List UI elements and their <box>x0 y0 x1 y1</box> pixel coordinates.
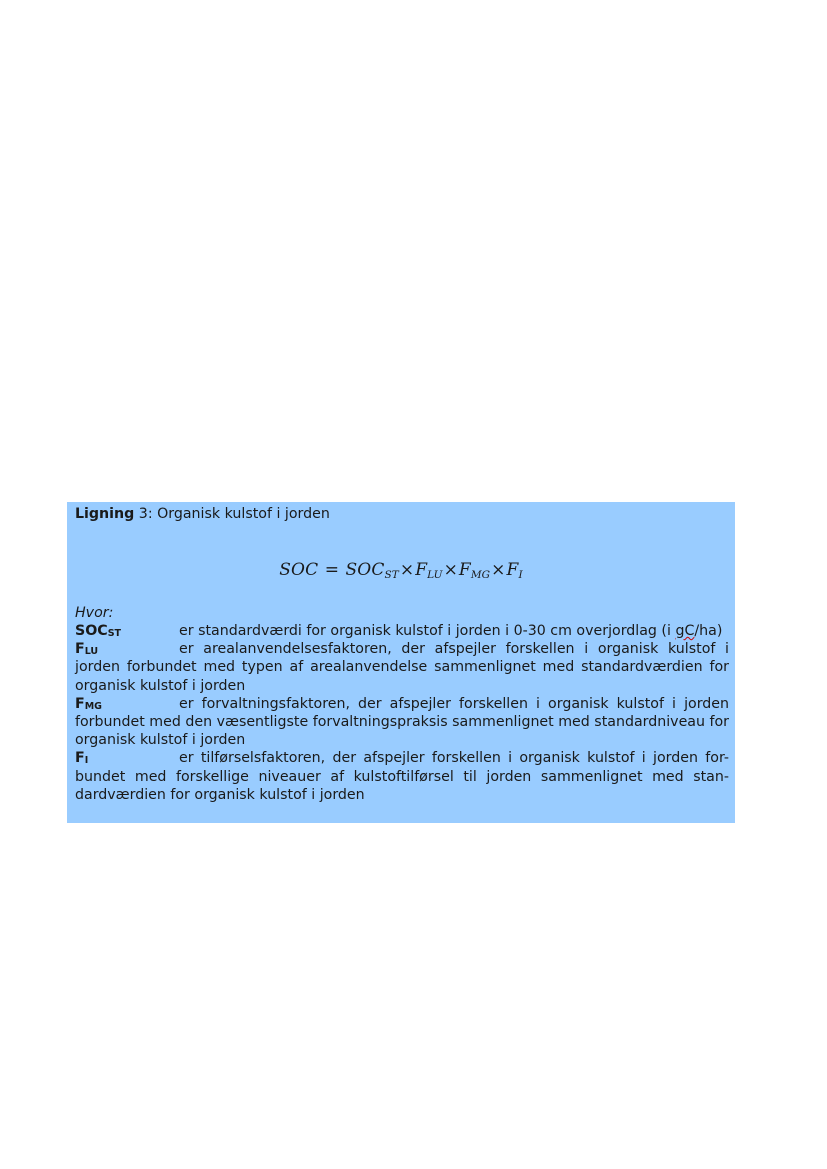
definitions-list <box>75 622 729 804</box>
formula-times-3: × <box>491 560 506 580</box>
equation-title-rest: 3: Organisk kulstof i jorden <box>134 506 330 522</box>
equation-box <box>67 502 735 823</box>
equation-title-bold: Ligning <box>75 506 135 522</box>
definition-text: er standardværdi for organisk kulstof i jorden i 0-30 cm overjordlag (i <box>179 623 676 639</box>
equation-title <box>75 505 729 525</box>
definition-term: $SOC_{ST}$ <box>75 623 122 639</box>
formula-lhs: SOC <box>279 560 319 580</box>
formula-equals: = <box>319 560 345 580</box>
formula-term-f-lu: $F_{LU}$ <box>415 560 443 581</box>
definition-text: er forvaltningsfaktoren, der afspejler forskellen i organisk kulstof i jorden forbundet med den væsentligste forvaltningspraksis sammenlignet med standardniveau for organisk kulstof i jorden <box>75 695 729 749</box>
formula-times-2: × <box>443 560 458 580</box>
soc-formula <box>67 558 735 582</box>
definition-f-mg <box>75 695 729 750</box>
definition-unit-rest: /ha) <box>694 623 723 639</box>
definition-f-lu <box>75 640 729 695</box>
definition-text: er tilførselsfaktoren, der afspejler forskellen i organisk kulstof i jorden for-bundet med forskellige niveauer af kulstoftilførsel til jorden sammenlignet med stan-dardværdien for organisk kulstof i jorden <box>75 750 729 803</box>
definition-unit-marked: gC <box>675 623 695 639</box>
formula-times-1: × <box>399 560 415 580</box>
formula-term-f-i: $F_I$ <box>506 560 523 581</box>
definition-term: $F_I$ <box>75 750 89 767</box>
definition-term: $F_{LU}$ <box>75 641 99 658</box>
formula-term-f-mg: $F_{MG}$ <box>458 560 491 581</box>
definition-f-i <box>75 749 729 804</box>
definition-soc-st <box>75 622 729 640</box>
where-label: Hvor: <box>75 605 114 621</box>
formula-term-soc-st: $SOC_{ST}$ <box>345 560 399 581</box>
definition-text: er arealanvendelsesfaktoren, der afspejler forskellen i organisk kulstof i jorden forbundet med typen af arealanvendelse sammenlignet med standardværdien for organisk kulstof i jorden <box>75 641 729 694</box>
definition-term: $F_{MG}$ <box>75 695 102 712</box>
